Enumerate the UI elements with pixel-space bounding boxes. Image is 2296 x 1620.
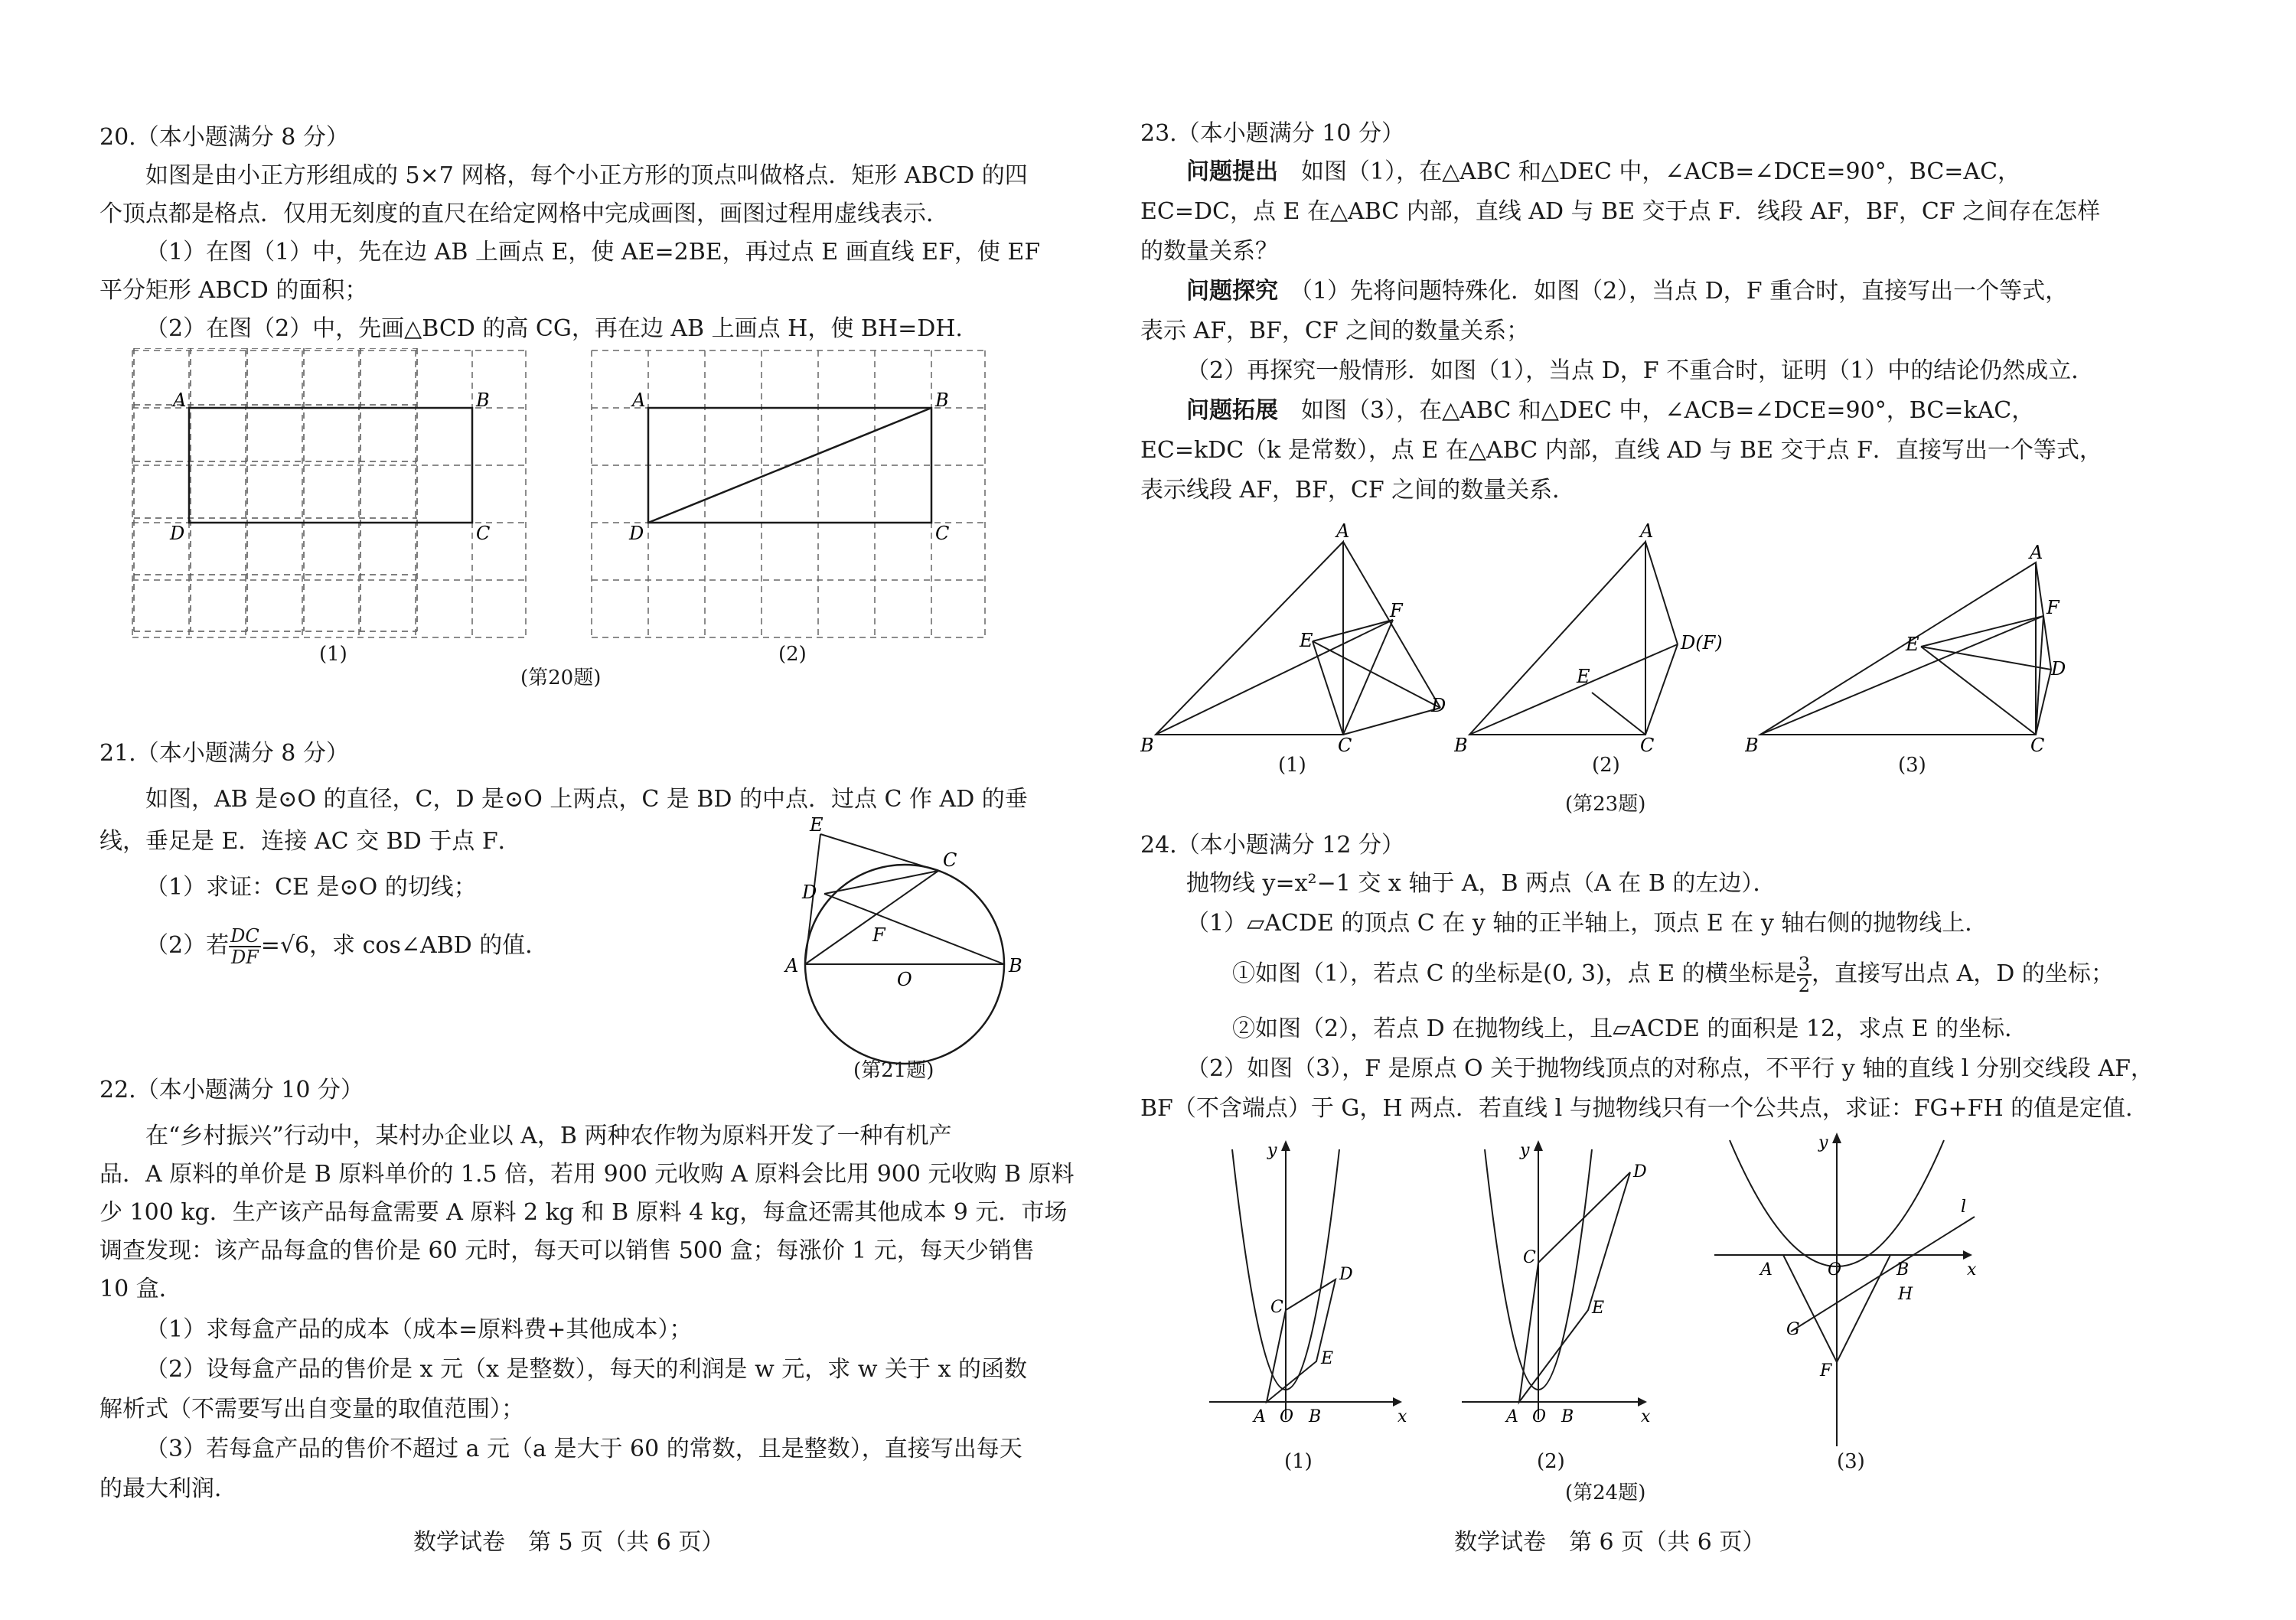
q24-f3-b: B [1896, 1260, 1910, 1279]
q24-f3-f: F [1820, 1361, 1832, 1380]
q22-text-3: 少 100 kg．生产该产品每盒需要 A 原料 2 kg 和 B 原料 4 kg，每盒还需其他成本 9 元．市场 [99, 1199, 1068, 1226]
q20-f2-label-a: A [632, 390, 646, 411]
q20-grid-2 [589, 348, 987, 646]
q24-f3-g: G [1786, 1320, 1800, 1339]
q24-f1-o: O [1280, 1407, 1294, 1423]
q20-part-1-cont: 平分矩形 ABCD 的面积； [99, 277, 368, 304]
q22-heading: 22.（本小题满分 10 分） [99, 1077, 364, 1103]
q24-f1-x: x [1397, 1407, 1407, 1423]
q24-f2-e: E [1592, 1299, 1605, 1318]
q21-part-2: （2）若 $\frac{DC}{DF}$ =√6，求 cos∠ABD 的值． [145, 925, 549, 968]
q20-f1-label-a: A [173, 390, 187, 411]
q24-f1-b: B [1309, 1407, 1322, 1423]
q23-f3-e: E [1906, 634, 1919, 655]
q23-fig3-label: (3) [1898, 754, 1926, 777]
q24-fraction: $\frac{3}{2}$ [1798, 953, 1811, 996]
q21-label-e: E [810, 814, 823, 836]
q24-f3-x: x [1967, 1260, 1977, 1279]
q24-figure-3 [1714, 1133, 1990, 1457]
q21-fraction: $\frac{DC}{DF}$ [230, 925, 259, 968]
q21-text-1: 如图，AB 是⊙O 的直径，C，D 是⊙O 上两点，C 是 BD 的中点．过点 C 作 AD 的垂 [145, 786, 1028, 813]
q22-text-2: 品．A 原料的单价是 B 原料单价的 1.5 倍，若用 900 元收购 A 原料会比用 900 元收购 B 原料 [99, 1161, 1075, 1188]
q20-part-2: （2）在图（2）中，先画△BCD 的高 CG，再在边 AB 上画点 H，使 BH=DH. [145, 315, 963, 342]
q20-text-1: 如图是由小正方形组成的 5×7 网格，每个小正方形的顶点叫做格点．矩形 ABCD 的四 [145, 162, 1028, 189]
q20-fig2-label: (2) [778, 643, 807, 666]
q23-line-9: 表示线段 AF，BF，CF 之间的数量关系． [1140, 477, 1576, 504]
q21-heading: 21.（本小题满分 8 分） [99, 740, 349, 767]
q21-figure [773, 811, 1033, 1090]
q23-f1-a: A [1336, 520, 1350, 542]
q23-figure-2 [1454, 520, 1760, 761]
q23-line-1: 问题提出 如图（1），在△ABC 和△DEC 中，∠ACB=∠DCE=90°，BC=AC， [1186, 158, 2021, 185]
q24-f2-a: A [1506, 1407, 1518, 1423]
q24-f2-d: D [1633, 1162, 1647, 1182]
q23-f3-b: B [1745, 735, 1759, 756]
q24-f3-o: O [1828, 1260, 1842, 1279]
q21-label-f: F [872, 924, 885, 946]
q24-part-1a: ①如图（1），若点 C 的坐标是(0, 3)，点 E 的横坐标是 $\frac{3}{2}$ ，直接写出点 A，D 的坐标； [1232, 953, 2114, 996]
q20-text-2: 个顶点都是格点．仅用无刻度的直尺在给定网格中完成画图，画图过程用虚线表示． [99, 200, 949, 227]
q24-text-1: 抛物线 y=x²−1 交 x 轴于 A，B 两点（A 在 B 的左边）． [1186, 870, 1776, 897]
q23-line-6: （2）再探究一般情形．如图（1），当点 D，F 不重合时，证明（1）中的结论仍然成立． [1186, 357, 2095, 384]
q23-f3-c: C [2030, 735, 2045, 756]
q24-f1-e: E [1321, 1349, 1334, 1368]
q20-grid-1 [130, 348, 528, 646]
q23-line-3: 的数量关系？ [1140, 238, 1278, 265]
q24-f3-y: y [1818, 1133, 1828, 1152]
q24-f3-l: l [1961, 1198, 1967, 1217]
q20-part-1: （1）在图（1）中，先在边 AB 上画点 E，使 AE=2BE，再过点 E 画直线 EF，使 EF [145, 239, 1041, 266]
q22-part-2-cont: 解析式（不需要写出自变量的取值范围）； [99, 1396, 524, 1423]
q24-part-2-cont: BF（不含端点）于 G，H 两点．若直线 l 与抛物线只有一个公共点，求证：FG+FH 的值是定值． [1140, 1095, 2149, 1122]
q23-line-2: EC=DC，点 E 在△ABC 内部，直线 AD 与 BE 交于点 F．线段 AF，BF，CF 之间存在怎样 [1140, 198, 2101, 225]
q22-part-3-cont: 的最大利润． [99, 1475, 237, 1502]
q24-caption: (第24题) [1565, 1481, 1646, 1504]
q21-part-1: （1）求证：CE 是⊙O 的切线； [145, 874, 477, 901]
q24-fig1-label: (1) [1284, 1450, 1313, 1473]
q23-f1-b: B [1140, 735, 1154, 756]
footer-left: 数学试卷 第 5 页（共 6 页） [413, 1529, 725, 1556]
q23-figure-3 [1745, 543, 2066, 761]
q21-label-o: O [897, 969, 912, 990]
q23-f2-df: D(F) [1681, 632, 1723, 654]
q22-text-5: 10 盒． [99, 1276, 182, 1302]
q23-f1-e: E [1300, 630, 1313, 651]
q24-f2-b: B [1561, 1407, 1574, 1423]
q24-figure-1 [1209, 1140, 1408, 1426]
q23-f3-a: A [2030, 543, 2043, 563]
q20-f2-label-b: B [935, 390, 949, 411]
q23-figure-1 [1140, 520, 1446, 761]
footer-right: 数学试卷 第 6 页（共 6 页） [1454, 1529, 1766, 1556]
q24-part-1b: ②如图（2），若点 D 在抛物线上，且▱ACDE 的面积是 12，求点 E 的坐标． [1232, 1015, 2028, 1042]
q24-part-1: （1）▱ACDE 的顶点 C 在 y 轴的正半轴上，顶点 E 在 y 轴右侧的抛物线上． [1186, 910, 1988, 937]
q24-heading: 24.（本小题满分 12 分） [1140, 832, 1404, 859]
q22-part-3: （3）若每盒产品的售价不超过 a 元（a 是大于 60 的常数，且是整数），直接写出每天 [145, 1436, 1022, 1462]
q24-figure-2 [1462, 1140, 1661, 1426]
q23-caption: (第23题) [1565, 793, 1646, 816]
q24-f1-a: A [1254, 1407, 1266, 1423]
q23-fig2-label: (2) [1592, 754, 1620, 777]
q23-f3-f: F [2047, 597, 2060, 618]
q20-f1-label-d: D [170, 523, 185, 544]
q20-f2-label-d: D [629, 523, 644, 544]
q20-caption: (第20题) [520, 667, 602, 689]
q23-f2-a: A [1640, 520, 1654, 542]
q24-f2-x: x [1641, 1407, 1651, 1423]
q24-f2-c: C [1523, 1248, 1536, 1267]
q20-f2-label-c: C [935, 523, 950, 544]
q24-f3-h: H [1898, 1285, 1913, 1304]
q23-f1-f: F [1390, 600, 1403, 621]
q22-text-1: 在“乡村振兴”行动中，某村办企业以 A，B 两种农作物为原料开发了一种有机产 [145, 1123, 952, 1149]
q23-heading: 23.（本小题满分 10 分） [1140, 120, 1404, 147]
q20-heading: 20.（本小题满分 8 分） [99, 124, 349, 151]
q23-line-4: 问题探究 （1）先将问题特殊化．如图（2），当点 D，F 重合时，直接写出一个等式， [1186, 278, 2069, 305]
q24-fig3-label: (3) [1837, 1450, 1865, 1473]
q21-label-c: C [943, 849, 957, 871]
q24-f1-c: C [1270, 1298, 1283, 1317]
q22-part-2: （2）设每盒产品的售价是 x 元（x 是整数），每天的利润是 w 元，求 w 关于 x 的函数 [145, 1356, 1028, 1383]
q20-f1-label-c: C [476, 523, 491, 544]
q23-f2-e: E [1577, 666, 1590, 687]
q24-f1-y: y [1267, 1141, 1277, 1160]
q22-text-4: 调查发现：该产品每盒的售价是 60 元时，每天可以销售 500 盒；每涨价 1 元，每天少销售 [99, 1237, 1035, 1264]
q24-part-2: （2）如图（3），F 是原点 O 关于抛物线顶点的对称点，不平行 y 轴的直线 l 分别交线段 AF， [1186, 1055, 2154, 1082]
q23-f1-c: C [1338, 735, 1352, 756]
q23-f3-d: D [2051, 658, 2066, 680]
q24-f2-o: O [1532, 1407, 1547, 1423]
q21-text-2: 线，垂足是 E．连接 AC 交 BD 于点 F． [99, 828, 521, 855]
q21-caption: (第21题) [853, 1059, 934, 1082]
q24-f3-a: A [1760, 1260, 1773, 1279]
q20-f1-label-b: B [476, 390, 490, 411]
q23-f2-b: B [1454, 735, 1468, 756]
q23-line-7: 问题拓展 如图（3），在△ABC 和△DEC 中，∠ACB=∠DCE=90°，BC=kAC， [1186, 397, 2035, 424]
q24-fig2-label: (2) [1537, 1450, 1565, 1473]
q21-label-d: D [802, 882, 817, 903]
q23-line-5: 表示 AF，BF，CF 之间的数量关系； [1140, 318, 1530, 344]
q23-f2-c: C [1640, 735, 1655, 756]
q21-label-b: B [1009, 955, 1022, 976]
q24-f1-d: D [1339, 1265, 1353, 1284]
q22-part-1: （1）求每盒产品的成本（成本=原料费+其他成本）； [145, 1316, 693, 1343]
q24-f2-y: y [1520, 1141, 1530, 1160]
q23-line-8: EC=kDC（k 是常数），点 E 在△ABC 内部，直线 AD 与 BE 交于点 F．直接写出一个等式， [1140, 437, 2102, 464]
q20-fig1-label: (1) [319, 643, 347, 666]
q23-fig1-label: (1) [1278, 754, 1306, 777]
q21-label-a: A [785, 955, 799, 976]
q23-f1-d: D [1431, 695, 1446, 716]
